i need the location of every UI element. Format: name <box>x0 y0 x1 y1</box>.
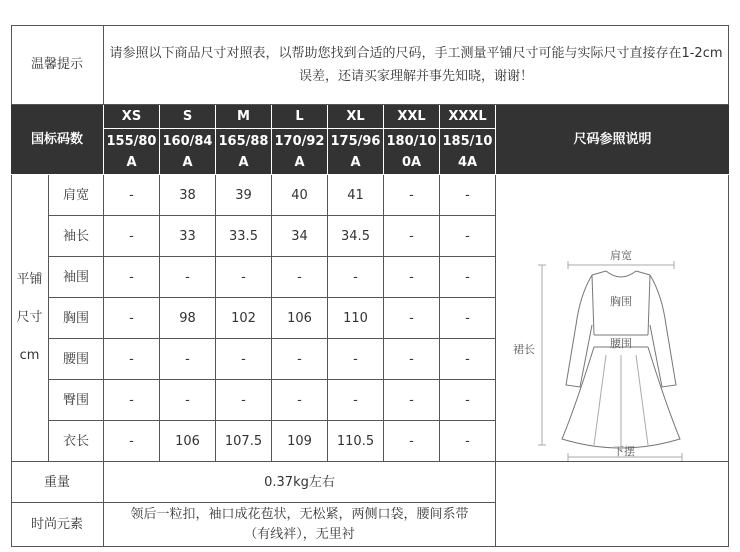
standard-size-label: 国标码数 <box>11 105 104 175</box>
shoulder-text: 肩宽 <box>610 248 632 262</box>
style-label: 时尚元素 <box>11 503 104 547</box>
size-chart <box>11 25 729 547</box>
table-cell: 109 <box>272 421 328 462</box>
size-name-0: XS <box>104 105 160 129</box>
size-guide-label: 尺码参照说明 <box>496 105 729 175</box>
size-name-4: XL <box>328 105 384 129</box>
table-cell: 110 <box>328 298 384 339</box>
table-cell: - <box>384 298 440 339</box>
row-label-0: 肩宽 <box>49 175 104 216</box>
size-standard-4: 175/96A <box>328 129 384 175</box>
measure-line-1: 平铺 <box>16 272 43 287</box>
table-cell: - <box>440 175 496 216</box>
measure-line-2: 尺寸 <box>16 310 43 325</box>
table-cell: 102 <box>216 298 272 339</box>
table-cell: - <box>104 216 160 257</box>
row-label-2: 袖围 <box>49 257 104 298</box>
table-cell: 98 <box>160 298 216 339</box>
table-cell: - <box>272 380 328 421</box>
size-standard-0: 155/80A <box>104 129 160 175</box>
table-cell: - <box>440 216 496 257</box>
length-text: 裙长 <box>513 342 535 356</box>
table-cell: - <box>440 380 496 421</box>
table-cell: - <box>104 421 160 462</box>
garment-diagram-cell <box>496 175 729 462</box>
table-cell: - <box>328 257 384 298</box>
size-name-2: M <box>216 105 272 129</box>
row-label-4: 腰围 <box>49 339 104 380</box>
size-name-3: L <box>272 105 328 129</box>
table-cell: - <box>104 257 160 298</box>
table-cell: 33 <box>160 216 216 257</box>
size-name-1: S <box>160 105 216 129</box>
table-cell: 33.5 <box>216 216 272 257</box>
size-standard-1: 160/84A <box>160 129 216 175</box>
size-standard-6: 185/104A <box>440 129 496 175</box>
measure-group-label <box>11 175 49 462</box>
table-cell: 110.5 <box>328 421 384 462</box>
table-cell: - <box>440 298 496 339</box>
notice-text: 请参照以下商品尺寸对照表，以帮助您找到合适的尺码，手工测量平铺尺寸可能与实际尺寸直接存在1-2cm误差，还请买家理解并事先知晓，谢谢！ <box>104 25 729 105</box>
table-cell: 40 <box>272 175 328 216</box>
size-standard-5: 180/100A <box>384 129 440 175</box>
table-cell: 106 <box>272 298 328 339</box>
table-cell: - <box>216 380 272 421</box>
row-label-3: 胸围 <box>49 298 104 339</box>
size-name-6: XXXL <box>440 105 496 129</box>
table-cell: - <box>104 380 160 421</box>
size-standard-2: 165/88A <box>216 129 272 175</box>
hem-text: 下摆 <box>613 444 635 458</box>
table-cell: - <box>216 257 272 298</box>
table-cell: 34 <box>272 216 328 257</box>
table-cell: - <box>272 339 328 380</box>
weight-value: 0.37kg左右 <box>104 462 496 503</box>
row-label-5: 臀围 <box>49 380 104 421</box>
table-cell: - <box>384 339 440 380</box>
table-cell: 39 <box>216 175 272 216</box>
chest-text: 胸围 <box>610 294 632 308</box>
table-cell: - <box>104 298 160 339</box>
table-cell: 34.5 <box>328 216 384 257</box>
table-cell: - <box>160 339 216 380</box>
table-cell: 106 <box>160 421 216 462</box>
measure-line-3: cm <box>19 348 40 363</box>
size-standard-3: 170/92A <box>272 129 328 175</box>
table-cell: 38 <box>160 175 216 216</box>
table-cell: - <box>160 257 216 298</box>
notice-label: 温馨提示 <box>11 25 104 105</box>
table-cell: 41 <box>328 175 384 216</box>
table-cell: - <box>328 339 384 380</box>
style-value: 领后一粒扣，袖口成花苞状，无松紧，两侧口袋，腰间系带（有线袢），无里衬 <box>104 503 496 547</box>
table-cell: - <box>440 339 496 380</box>
table-cell: - <box>160 380 216 421</box>
size-name-5: XXL <box>384 105 440 129</box>
table-cell: - <box>272 257 328 298</box>
table-cell: - <box>384 257 440 298</box>
table-cell: 107.5 <box>216 421 272 462</box>
waist-text: 腰围 <box>610 336 632 350</box>
table-cell: - <box>216 339 272 380</box>
table-cell: - <box>104 339 160 380</box>
table-cell: - <box>104 175 160 216</box>
weight-label: 重量 <box>11 462 104 503</box>
table-cell: - <box>384 175 440 216</box>
table-cell: - <box>384 380 440 421</box>
row-label-1: 袖长 <box>49 216 104 257</box>
table-cell: - <box>440 257 496 298</box>
table-cell: - <box>384 421 440 462</box>
table-cell: - <box>328 380 384 421</box>
table-cell: - <box>440 421 496 462</box>
row-label-6: 衣长 <box>49 421 104 462</box>
table-cell: - <box>384 216 440 257</box>
dress-diagram <box>496 175 729 462</box>
